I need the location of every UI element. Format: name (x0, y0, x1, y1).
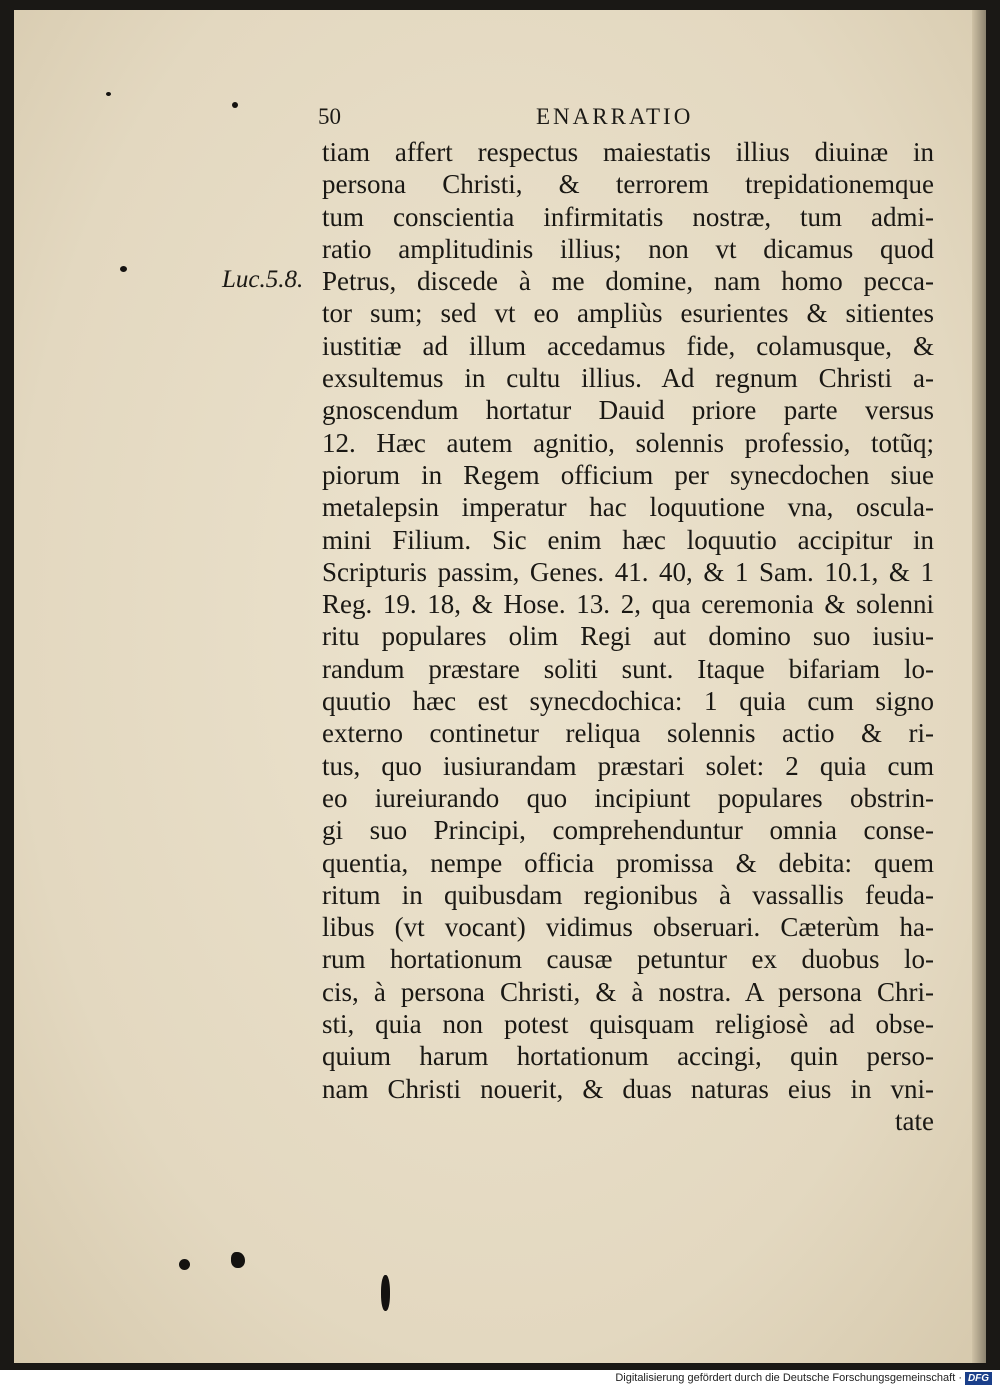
text-line: Reg. 19. 18, & Hose. 13. 2, qua ceremonia & solenni (322, 589, 934, 620)
text-line: quium harum hortationum accingi, quin perso- (322, 1041, 934, 1072)
text-line: 12. Hæc autem agnitio, solennis professio, totũq; (322, 427, 934, 458)
ink-blot (106, 92, 111, 96)
text-line: piorum in Regem officium per synecdochen siue (322, 459, 934, 490)
page-gutter (972, 10, 986, 1363)
text-line: tus, quo iusiurandam præstari solet: 2 quia cum (322, 750, 934, 781)
text-line: Scripturis passim, Genes. 41. 40, & 1 Sam. 10.1, & 1 (322, 556, 934, 587)
ink-blot (120, 266, 127, 272)
text-line: metalepsin imperatur hac loquutione vna, oscula- (322, 492, 934, 523)
dfg-logo: DFG (965, 1372, 992, 1385)
text-line: gnoscendum hortatur Dauid priore parte versus (322, 395, 934, 426)
text-line: ritum in quibusdam regionibus à vassallis feuda- (322, 879, 934, 910)
margin-note: Luc.5.8. (222, 266, 304, 293)
text-line: ratio amplitudinis illius; non vt dicamus quod (322, 233, 934, 264)
text-line: externo continetur reliqua solennis actio & ri- (322, 718, 934, 749)
text-line: randum præstare soliti sunt. Itaque bifariam lo- (322, 653, 934, 684)
text-line: sti, quia non potest quisquam religiosè ad obse- (322, 1009, 934, 1040)
page-number: 50 (318, 104, 341, 129)
text-line: cis, à persona Christi, & à nostra. A persona Chri- (322, 976, 934, 1007)
catchword: tate (895, 1105, 934, 1136)
text-line: nam Christi nouerit, & duas naturas eius in vni- (322, 1073, 934, 1104)
footer-credit: Digitalisierung gefördert durch die Deutsche Forschungsgemeinschaft · (615, 1372, 962, 1384)
page-header (318, 104, 738, 138)
text-line: persona Christi, & terrorem trepidationemque (322, 169, 934, 200)
text-line: tiam affert respectus maiestatis illius diuinæ in (322, 137, 934, 167)
body-text (322, 136, 934, 1137)
text-line: mini Filium. Sic enim hæc loquutio accipitur in (322, 524, 934, 555)
ink-blot (179, 1259, 190, 1270)
text-line: gi suo Principi, comprehenduntur omnia conse- (322, 815, 934, 846)
text-line: ritu populares olim Regi aut domino suo iusiu- (322, 621, 934, 652)
text-line: quutio hæc est synecdochica: 1 quia cum signo (322, 686, 934, 717)
digitization-footer (0, 1370, 1000, 1388)
text-line: libus (vt vocant) vidimus obseruari. Cæterùm ha- (322, 912, 934, 943)
text-line: eo iureiurando quo incipiunt populares obstrin- (322, 782, 934, 813)
text-line: tum conscientia infirmitatis nostræ, tum admi- (322, 201, 934, 232)
ink-blot (381, 1275, 390, 1311)
text-line: iustitiæ ad illum accedamus fide, colamusque, & (322, 330, 934, 361)
text-line: tor sum; sed vt eo ampliùs esurientes & sitientes (322, 298, 934, 329)
text-line: quentia, nempe officia promissa & debita: quem (322, 847, 934, 878)
text-line: Petrus, discede à me domine, nam homo pecca- (322, 266, 934, 297)
ink-blot (231, 1252, 245, 1268)
ink-blot (232, 102, 238, 108)
text-line: rum hortationum causæ petuntur ex duobus lo- (322, 944, 934, 975)
running-head: ENARRATIO (536, 104, 694, 129)
text-line: exsultemus in cultu illius. Ad regnum Christi a- (322, 363, 934, 394)
